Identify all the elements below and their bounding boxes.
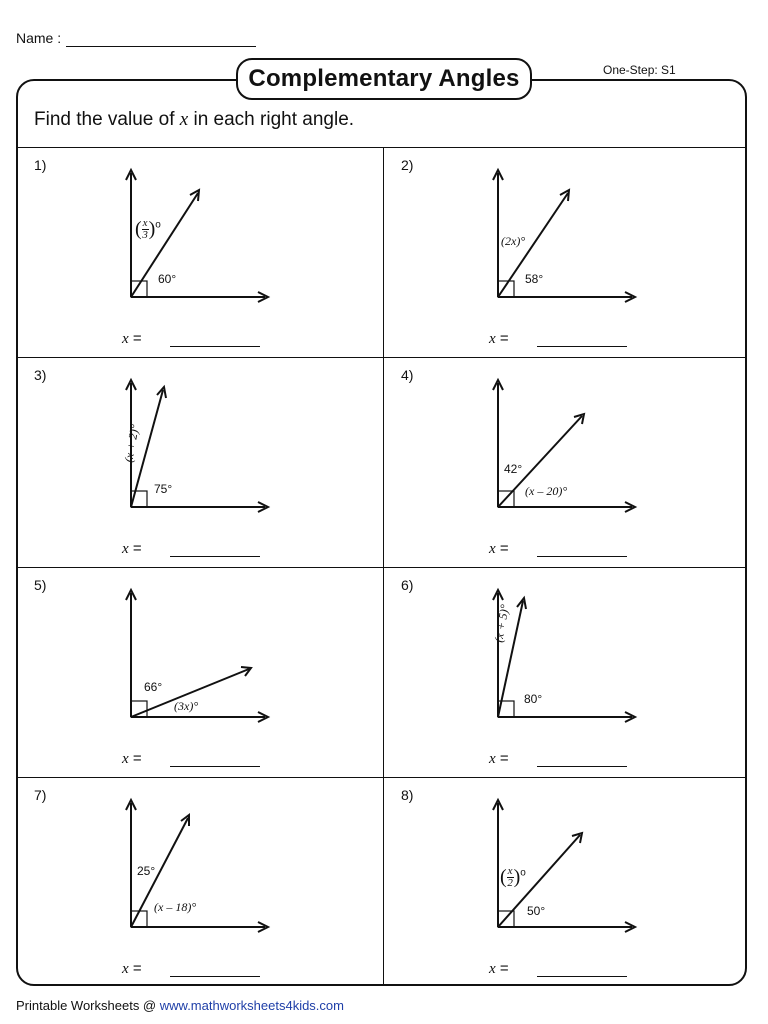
- known-angle-label: 58°: [525, 272, 544, 286]
- degree-mark: o: [520, 867, 526, 879]
- unknown-angle-label: (x – 18)°: [154, 900, 197, 914]
- problem-1: [17, 148, 382, 358]
- answer-blank[interactable]: [170, 556, 260, 557]
- answer-blank[interactable]: [537, 766, 627, 767]
- degree-mark: o: [155, 219, 161, 231]
- angle-diagram: [384, 568, 749, 738]
- worksheet-title: Complementary Angles: [236, 58, 532, 100]
- problem-2: [384, 148, 749, 358]
- fraction-denominator: 3: [142, 229, 148, 241]
- answer-blank[interactable]: [537, 346, 627, 347]
- problem-number: 2): [401, 157, 414, 173]
- angle-diagram: [384, 778, 749, 948]
- footer-label: Printable Worksheets @: [16, 998, 160, 1013]
- problem-3: [17, 358, 382, 568]
- problem-6: [384, 568, 749, 778]
- answer-label: x =: [122, 540, 142, 557]
- known-angle-label: 25°: [137, 864, 156, 878]
- instruction-after: in each right angle.: [188, 109, 355, 130]
- footer-link[interactable]: www.mathworksheets4kids.com: [159, 998, 344, 1013]
- answer-label: x =: [489, 540, 509, 557]
- name-line[interactable]: [66, 46, 256, 47]
- angle-diagram: [17, 358, 382, 528]
- angle-diagram: [384, 358, 749, 528]
- fraction-numerator: x: [507, 865, 513, 877]
- answer-blank[interactable]: [537, 976, 627, 977]
- problem-number: 4): [401, 367, 414, 383]
- problem-5: [17, 568, 382, 778]
- unknown-angle-label: (x + 5)°: [491, 603, 512, 644]
- fraction-denominator: 2: [507, 877, 513, 889]
- angle-diagram: [17, 778, 382, 948]
- answer-label: x =: [122, 330, 142, 347]
- answer-label: x =: [122, 750, 142, 767]
- footer: [16, 998, 344, 1013]
- answer-blank[interactable]: [170, 766, 260, 767]
- angle-diagram: [17, 148, 382, 318]
- known-angle-label: 80°: [524, 692, 543, 706]
- problem-number: 7): [34, 787, 47, 803]
- unknown-angle-label: (2x)°: [501, 234, 526, 248]
- answer-blank[interactable]: [537, 556, 627, 557]
- answer-blank[interactable]: [170, 976, 260, 977]
- angle-diagram: [384, 148, 749, 318]
- known-angle-label: 60°: [158, 272, 177, 286]
- answer-blank[interactable]: [170, 346, 260, 347]
- problem-4: [384, 358, 749, 568]
- known-angle-label: 50°: [527, 904, 546, 918]
- problem-number: 3): [34, 367, 47, 383]
- unknown-angle-label: (3x)°: [174, 699, 199, 713]
- problem-8: [384, 778, 749, 988]
- answer-label: x =: [122, 960, 142, 977]
- answer-label: x =: [489, 330, 509, 347]
- answer-label: x =: [489, 960, 509, 977]
- known-angle-label: 42°: [504, 462, 523, 476]
- fraction-numerator: x: [142, 217, 148, 229]
- unknown-angle-label: ( $\frac{x}{3}$ )$^o$: [135, 217, 161, 241]
- problem-number: 8): [401, 787, 414, 803]
- problem-number: 1): [34, 157, 47, 173]
- unknown-angle-label: ( $\frac{x}{2}$ )$^o$: [500, 865, 526, 889]
- angle-diagram: [17, 568, 382, 738]
- unknown-angle-label: (x + 2)°: [121, 423, 142, 464]
- problem-number: 6): [401, 577, 414, 593]
- known-angle-label: 66°: [144, 680, 163, 694]
- answer-label: x =: [489, 750, 509, 767]
- instruction-variable: x: [179, 109, 189, 130]
- worksheet-code: One-Step: S1: [603, 63, 676, 77]
- instruction-before: Find the value of: [34, 109, 180, 130]
- known-angle-label: 75°: [154, 482, 173, 496]
- problem-number: 5): [34, 577, 47, 593]
- instruction: [34, 109, 354, 131]
- unknown-angle-label: (x – 20)°: [525, 484, 568, 498]
- problem-7: [17, 778, 382, 988]
- name-label: Name :: [16, 30, 62, 46]
